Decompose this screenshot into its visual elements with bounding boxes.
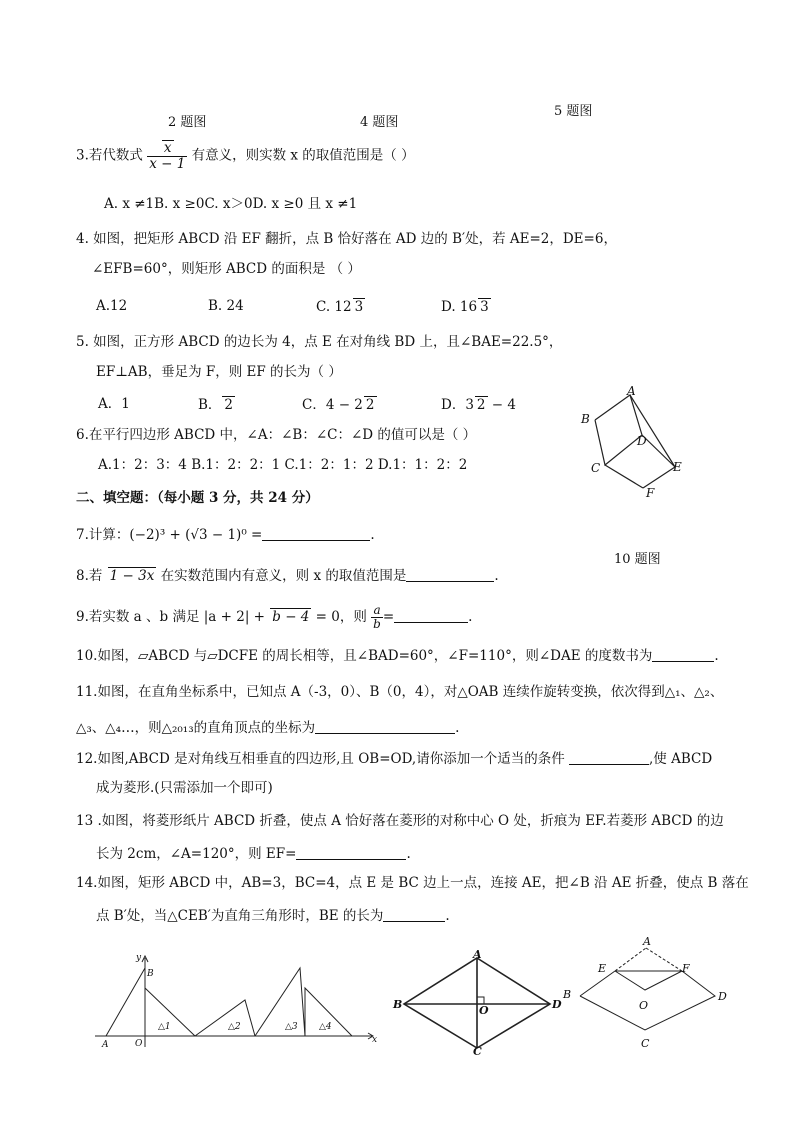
fig13-label-a: A — [643, 935, 651, 948]
figure-11-rotations — [90, 952, 380, 1052]
fig13-label-f: F — [682, 962, 690, 975]
figure-10-parallelograms — [575, 385, 690, 500]
q4-line1: 4. 如图，把矩形 ABCD 沿 EF 翻折，点 B 恰好落在 AD 边的 B′处，若 AE=2，DE=6， — [76, 231, 617, 247]
q7-answer-blank[interactable] — [262, 526, 370, 541]
q5-option-c: C．4 − 2 2 — [302, 397, 375, 413]
q11-line1: 11.如图，在直角坐标系中，已知点 A（-3，0）、B（0，4），对△OAB 连续作旋转变换，依次得到△₁、△₂、 — [76, 684, 724, 700]
q11-line2: △₃、△₄…，则△₂₀₁₃的直角顶点的坐标为 . — [76, 720, 460, 736]
fig10-label-d: D — [637, 434, 647, 448]
figure-12-rhombus — [390, 948, 575, 1058]
q9-answer-blank[interactable] — [394, 608, 468, 623]
q5-line1: 5. 如图，正方形 ABCD 的边长为 4，点 E 在对角线 BD 上，且∠BAE=22.5°， — [76, 334, 563, 350]
q14-line2: 点 B′处，当△CEB′为直角三角形时，BE 的长为 . — [96, 908, 450, 924]
q13-line1: 13 .如图，将菱形纸片 ABCD 折叠，使点 A 恰好落在菱形的对称中心 O 处，折痕为 EF.若菱形 ABCD 的边 — [76, 813, 724, 829]
fig11-label-x: x — [372, 1035, 378, 1045]
fig13-label-b: B — [563, 988, 572, 1001]
question-8: 8.若 1 − 3x 在实数范围内有意义，则 x 的取值范围是 . — [76, 568, 499, 584]
fig12-label-d: D — [552, 998, 562, 1011]
caption-fig10: 10 题图 — [614, 552, 661, 567]
fig13-label-e: E — [598, 962, 607, 975]
caption-fig4: 4 题图 — [360, 115, 399, 130]
q11-answer-blank[interactable] — [315, 719, 455, 734]
fig10-label-f: F — [646, 486, 655, 500]
fig11-label-o: O — [135, 1039, 143, 1049]
q13-line2: 长为 2cm，∠A=120°，则 EF= . — [96, 846, 411, 862]
q14-answer-blank[interactable] — [383, 907, 445, 922]
q6-line1: 6.在平行四边形 ABCD 中，∠A：∠B：∠C：∠D 的值可以是（ ） — [76, 427, 477, 443]
question-10: 10.如图，▱ABCD 与▱DCFE 的周长相等，且∠BAD=60°，∠F=110°，则∠DAE 的度数书为 . — [76, 648, 719, 664]
q3-fraction — [147, 140, 187, 172]
q5-option-d: D．3 2 − 4 — [441, 397, 516, 413]
fig10-label-c: C — [591, 461, 601, 475]
q3-suffix: 有意义，则实数 x 的取值范围是（ ） — [191, 147, 415, 164]
fig13-label-o: O — [639, 999, 649, 1012]
q12-answer-blank[interactable] — [569, 750, 649, 765]
q3-options: A. x ≠1B. x ≥0C. x＞0D. x ≥0 且 x ≠1 — [104, 196, 358, 212]
q4-option-b: B. 24 — [208, 298, 244, 314]
fig10-label-b: B — [581, 412, 590, 426]
question-3 — [76, 140, 415, 172]
fig11-label-t4: △4 — [319, 1022, 332, 1032]
q4-option-a: A.12 — [96, 298, 128, 314]
fig13-label-d: D — [718, 990, 727, 1003]
question-7: 7.计算：(−2)³ + (√3 − 1)⁰ = . — [76, 527, 375, 543]
q4-option-c: C. 12 3 — [316, 299, 364, 315]
fig12-label-a: A — [473, 948, 482, 961]
caption-fig2: 2 题图 — [168, 115, 207, 130]
q10-answer-blank[interactable] — [652, 647, 714, 662]
q13-answer-blank[interactable] — [296, 845, 406, 860]
q14-line1: 14.如图，矩形 ABCD 中，AB=3，BC=4，点 E 是 BC 边上一点，连接 AE，把∠B 沿 AE 折叠，使点 B 落在 — [76, 875, 749, 891]
question-9: 9.若实数 a 、b 满足 |a + 2| + b − 4 = 0，则 $\frac{a}{b}$ = . — [76, 603, 473, 632]
q3-prefix: 3.若代数式 — [76, 147, 143, 164]
fig12-label-c: C — [473, 1045, 482, 1058]
q12-line2: 成为菱形.(只需添加一个即可) — [96, 780, 273, 796]
q4-line2: ∠EFB=60°，则矩形 ABCD 的面积是 （ ） — [92, 261, 361, 277]
q5-option-b: B． 2 — [198, 397, 234, 413]
fig12-label-o: O — [479, 1004, 489, 1017]
q6-options: A.1：2：3：4 B.1：2：2：1 C.1：2：1：2 D.1：1：2：2 — [98, 457, 468, 473]
q5-option-a: A．1 — [98, 396, 130, 412]
q3-numerator: x — [163, 140, 172, 156]
caption-fig5: 5 题图 — [554, 104, 593, 119]
section-2-heading: 二、填空题：（每小题 3 分，共 24 分） — [76, 490, 319, 506]
fig11-label-a: A — [102, 1040, 109, 1050]
fig11-label-t2: △2 — [228, 1022, 241, 1032]
q5-line2: EF⊥AB，垂足为 F，则 EF 的长为（ ） — [96, 364, 342, 380]
fig11-label-t3: △3 — [285, 1022, 298, 1032]
fig11-label-b: B — [147, 969, 154, 979]
q3-denominator: x − 1 — [149, 155, 186, 172]
fig11-label-y: y — [136, 953, 142, 963]
fig10-label-e: E — [673, 460, 682, 474]
q4-option-d: D. 16 3 — [441, 299, 489, 315]
fig12-label-b: B — [393, 998, 403, 1011]
fig11-label-t1: △1 — [158, 1022, 171, 1032]
figure-13-folded-rhombus — [560, 930, 735, 1055]
fig10-label-a: A — [627, 385, 636, 398]
fig13-label-c: C — [641, 1037, 650, 1050]
q8-answer-blank[interactable] — [406, 567, 494, 582]
q12-line1: 12.如图,ABCD 是对角线互相垂直的四边形,且 OB=OD,请你添加一个适当的条件 ,使 ABCD — [76, 751, 713, 767]
